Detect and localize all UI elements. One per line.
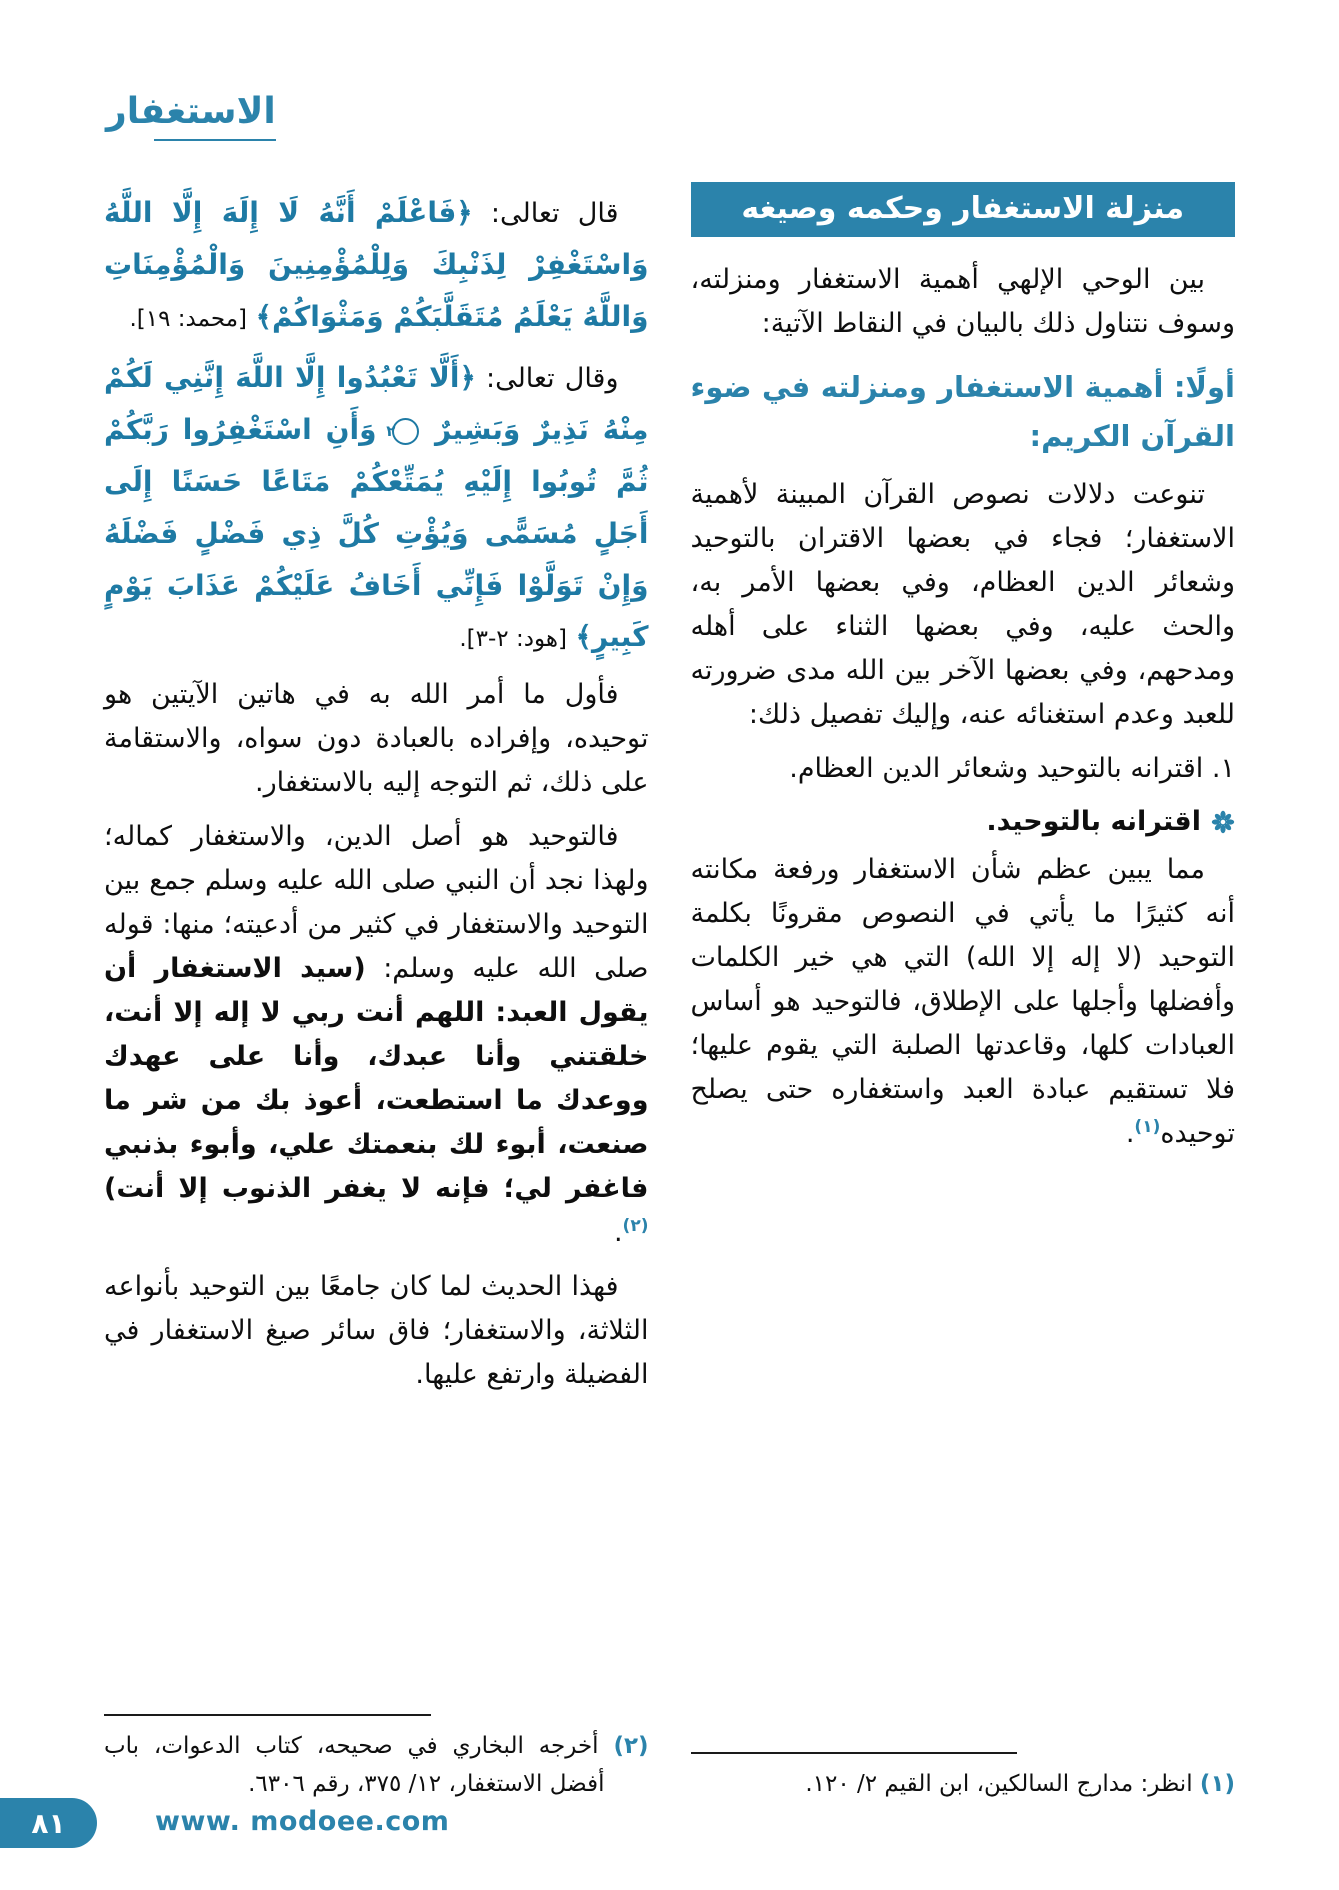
footnote-2-text: أخرجه البخاري في صحيحه، كتاب الدعوات، باب أفضل الاستغفار، ١٢/ ٣٧٥، رقم ٦٣٠٦. — [104, 1733, 605, 1798]
paragraph-tawhid — [691, 848, 1236, 1156]
paragraph-variety: تنوعت دلالات نصوص القرآن المبينة لأهمية الاستغفار؛ فجاء في بعضها الاقتران بالتوحيد وشعائر الدين العظام، وفي بعضها الأمر به، والحث عليه، وفي بعضها الثناء على أهله ومدحهم، وفي بعضها الآخر بين الله مدى ضرورته للعبد وعدم استغنائه عنه، وإليك تفصيل ذلك: — [690, 479, 1235, 731]
paragraph-intro: بين الوحي الإلهي أهمية الاستغفار ومنزلته، وسوف نتناول ذلك بالبيان في النقاط الآتية: — [690, 264, 1235, 339]
hadith-text: (سيد الاستغفار أن يقول العبد: اللهم أنت ربي لا إله إلا أنت، خلقتني وأنا عبدك، وأنا على عهدك ووعدك ما استطعت، أعوذ بك من شر ما صنعت، أبوء لك بنعمتك علي، وأبوء بذنبي فاغفر لي؛ فإنه لا يغفر الذنوب إلا أنت) — [104, 953, 649, 1205]
sub-heading-label: اقترانه بالتوحيد. — [986, 806, 1201, 838]
header-underline — [154, 139, 276, 141]
list-item-1: ١. اقترانه بالتوحيد وشعائر الدين العظام. — [789, 753, 1235, 785]
footnote-divider — [104, 1714, 431, 1716]
paragraph-hadith — [104, 815, 649, 1255]
footnote-ref-1: (١) — [1134, 1117, 1161, 1138]
paragraph-verse-1 — [104, 187, 649, 342]
column-right — [691, 182, 1236, 1804]
verse-2-reference: [هود: ٢-٣]. — [459, 626, 567, 653]
paragraph-tawhid-text: مما يبين عظم شأن الاستغفار ورفعة مكانته أنه كثيرًا ما يأتي في النصوص مقرونًا بكلمة التوحيد (لا إله إلا الله) التي هي خير الكلمات وأفضلها وأجلها على الإطلاق، فالتوحيد هو أساس العبادات كلها، وقاعدتها الصلبة التي يقوم عليها؛ فلا تستقيم عبادة العبد واستغفاره حتى يصلح توحيده — [690, 854, 1235, 1150]
verse-1-quran-text: ﴿فَاعْلَمْ أَنَّهُ لَا إِلَهَ إِلَّا اللَّهُ وَاسْتَغْفِرْ لِذَنْبِكَ وَلِلْمُؤْمِنِينَ وَالْمُؤْمِنَاتِ وَاللَّهُ يَعْلَمُ مُتَقَلَّبَكُمْ وَمَثْوَاكُمْ﴾ — [104, 196, 649, 333]
page-header-title: الاستغفار — [106, 91, 276, 132]
footnote-1-marker: (١) — [1199, 1771, 1235, 1798]
ayah-number: ٢ — [386, 422, 396, 441]
footnote-block-left — [104, 1708, 649, 1804]
footnote-divider — [691, 1752, 1018, 1754]
heading-first-point: أولًا: أهمية الاستغفار ومنزلته في ضوء القرآن الكريم: — [690, 370, 1235, 453]
flower-bullet-icon — [1211, 810, 1235, 834]
sentence-period: . — [1125, 1118, 1135, 1150]
paragraph-conclusion: فهذا الحديث لما كان جامعًا بين التوحيد بأنواعه الثلاثة، والاستغفار؛ فاق سائر صيغ الاستغفار في الفضيلة وارتفع عليها. — [104, 1271, 649, 1391]
footnote-2 — [104, 1728, 649, 1804]
page-number: ٨١ — [31, 1806, 66, 1840]
footnote-ref-2: (٢) — [622, 1216, 649, 1237]
footnote-2-marker: (٢) — [613, 1733, 649, 1760]
verse-1-reference: [محمد: ١٩]. — [129, 305, 248, 332]
footnote-1 — [691, 1766, 1236, 1804]
website-url: www. modoee.com — [155, 1806, 450, 1837]
sentence-period: . — [613, 1217, 623, 1249]
paragraph-first-command: فأول ما أمر الله به في هاتين الآيتين هو توحيده، وإفراده بالعبادة دون سواه، والاستقامة على ذلك، ثم التوجه إليه بالاستغفار. — [104, 679, 649, 799]
ayah-end-marker — [386, 418, 419, 445]
footnote-block-right — [691, 1746, 1236, 1804]
sub-heading-tawhid — [691, 806, 1236, 837]
verse-2-lead: وقال تعالى: — [485, 363, 619, 395]
hadith-lead: فالتوحيد هو أصل الدين، والاستغفار كماله؛ ولهذا نجد أن النبي صلى الله عليه وسلم جمع بين التوحيد والاستغفار في كثير من أدعيته؛ منها: قوله صلى الله عليه وسلم: — [104, 821, 649, 985]
footnote-1-text: انظر: مدارج السالكين، ابن القيم ٢/ ١٢٠. — [805, 1771, 1193, 1798]
two-column-layout — [104, 182, 1235, 1804]
verse-2-quran-part1: ﴿أَلَّا تَعْبُدُوا إِلَّا اللَّهَ إِنَّنِي لَكُمْ مِنْهُ نَذِيرٌ وَبَشِيرٌ — [104, 361, 649, 447]
column-left — [104, 182, 649, 1804]
verse-2-quran-part2: وَأَنِ اسْتَغْفِرُوا رَبَّكُمْ ثُمَّ تُوبُوا إِلَيْهِ يُمَتِّعْكُمْ مَتَاعًا حَسَنًا إِلَى أَجَلٍ مُسَمًّى وَيُؤْتِ كُلَّ ذِي فَضْلٍ فَضْلَهُ وَإِنْ تَوَلَّوْا فَإِنِّي أَخَافُ عَلَيْكُمْ عَذَابَ يَوْمٍ كَبِيرٍ﴾ — [104, 413, 649, 654]
section-banner: منزلة الاستغفار وحكمه وصيغه — [691, 182, 1236, 237]
page-number-badge — [0, 1798, 97, 1848]
running-head — [106, 90, 276, 141]
verse-1-lead: قال تعالى: — [490, 198, 619, 229]
paragraph-verse-2 — [104, 352, 649, 663]
